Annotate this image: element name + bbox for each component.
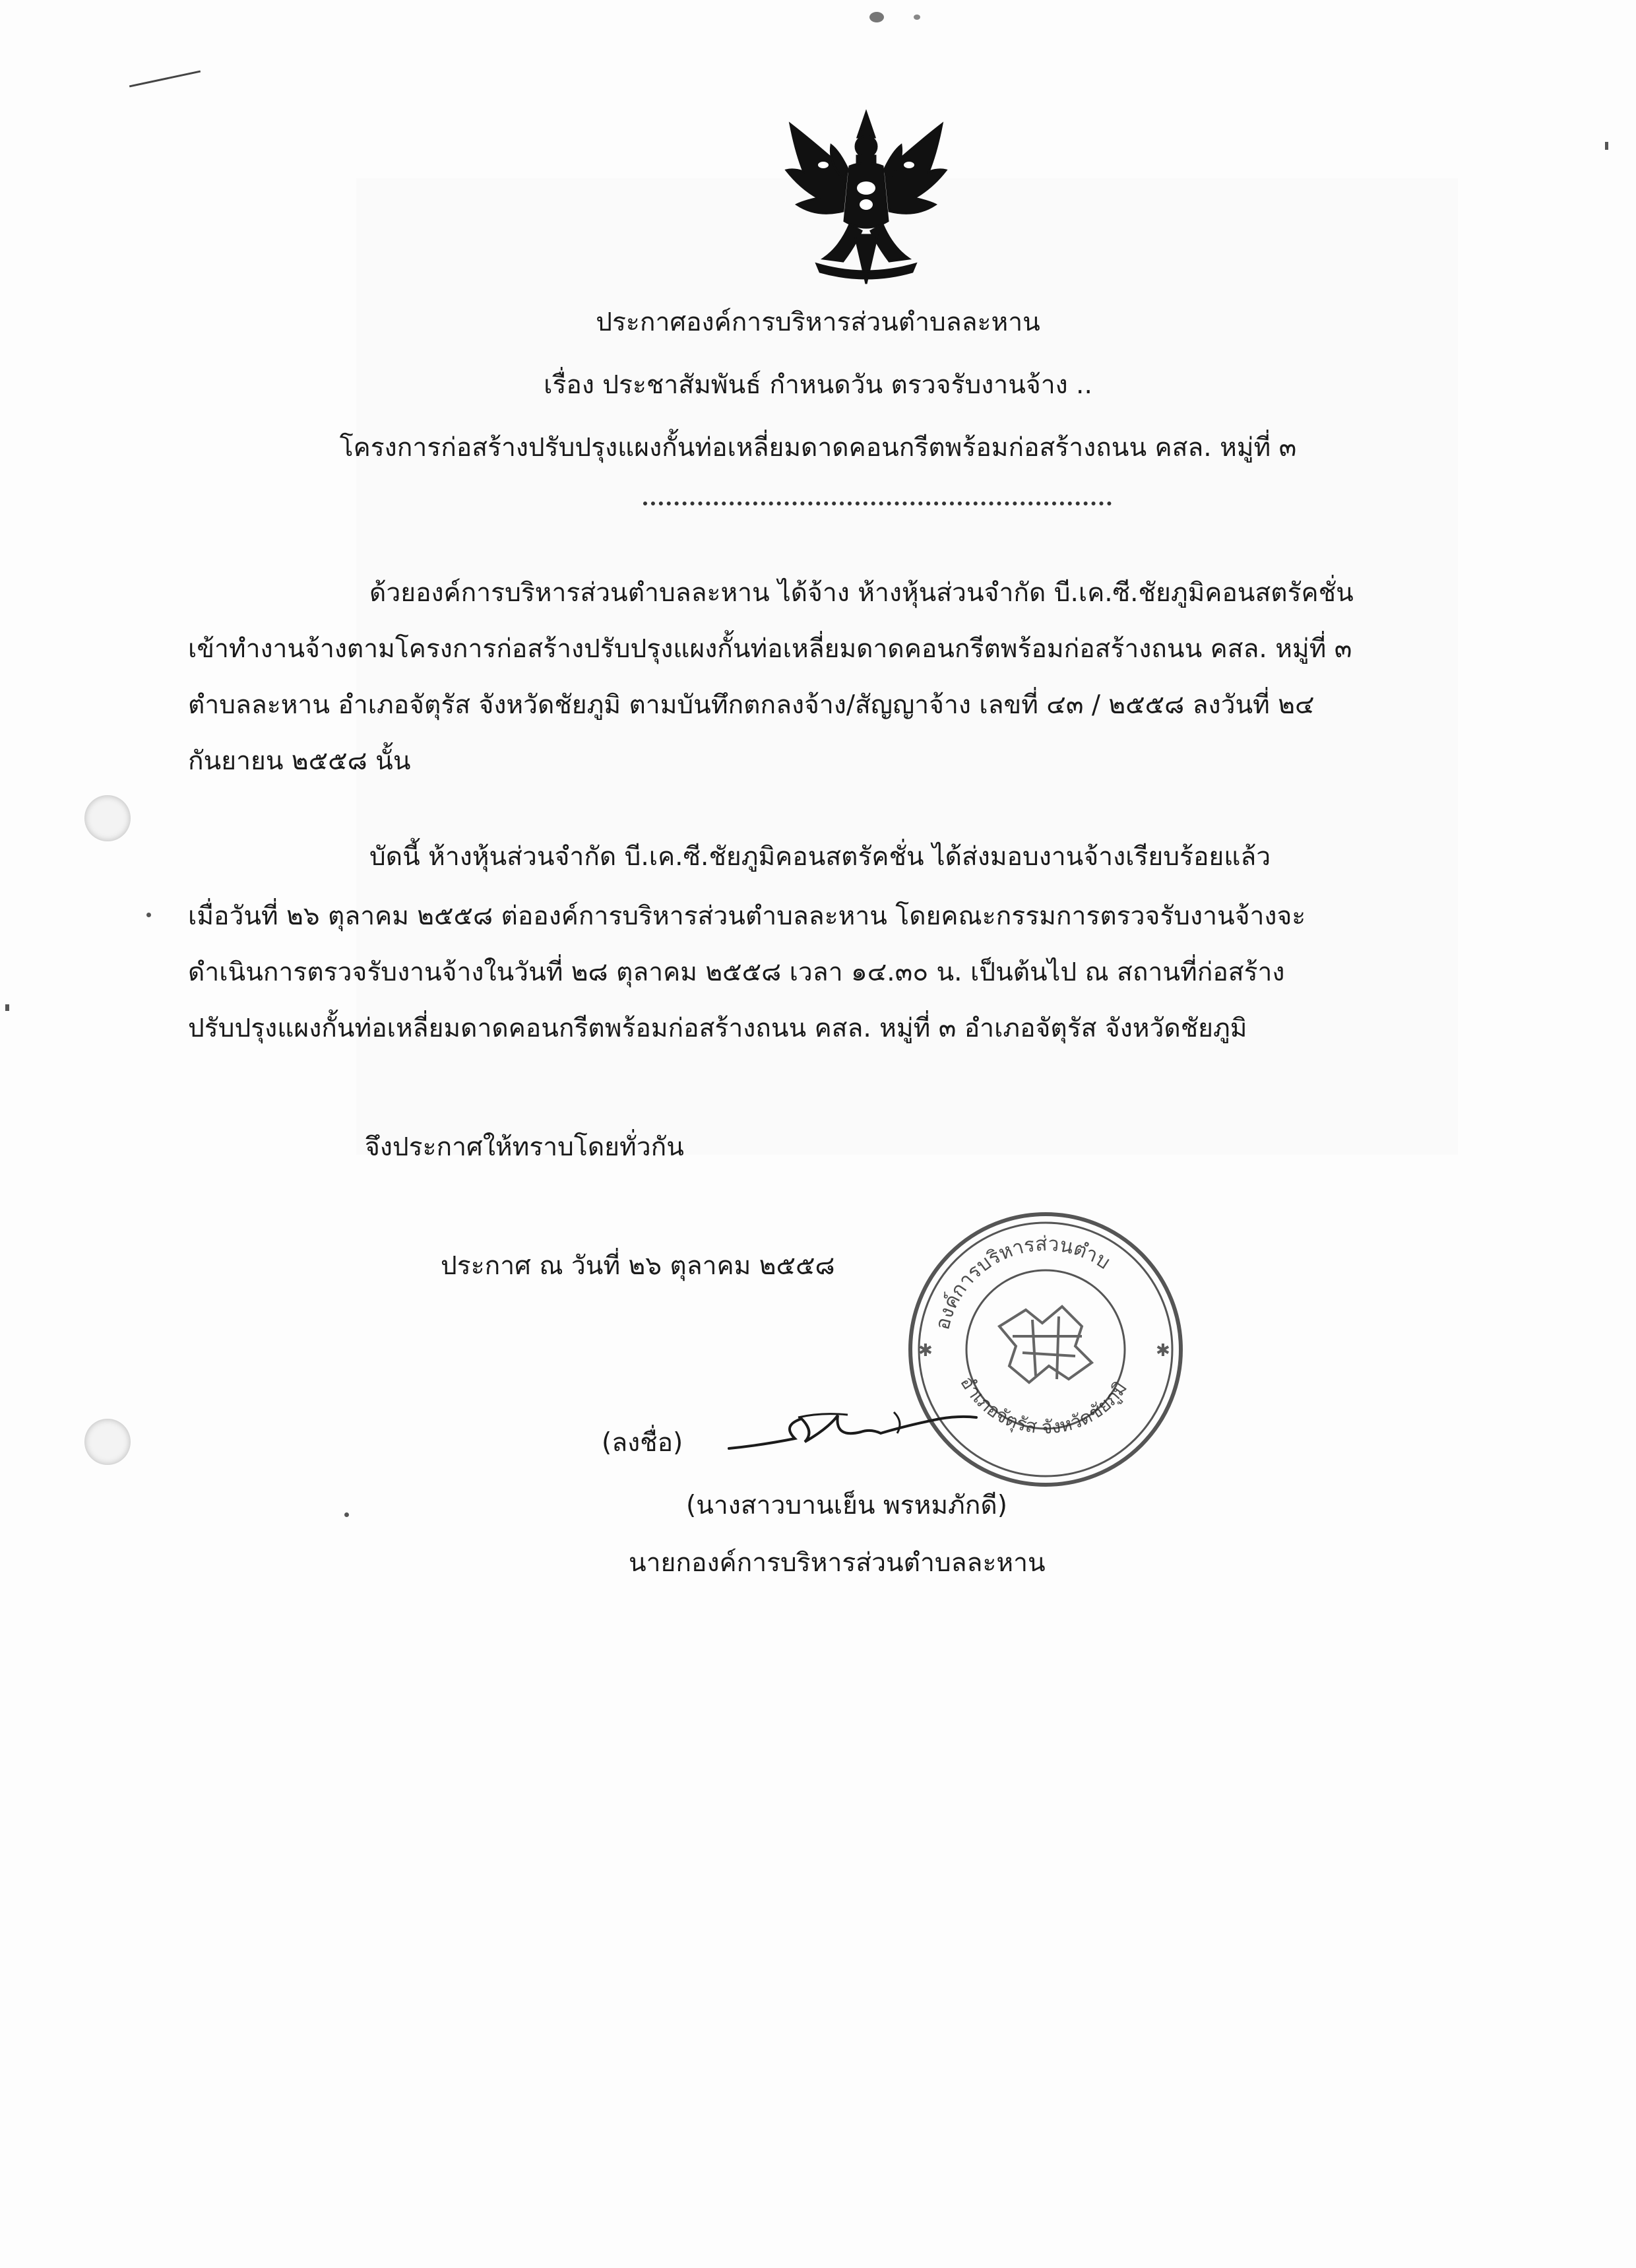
paragraph2-line3: ดำเนินการตรวจรับงานจ้างในวันที่ ๒๘ ตุลาคม ๒๕๕๘ เวลา ๑๔.๓๐ น. เป็นต้นไป ณ สถานที่ก่อสร้าง <box>188 957 1285 987</box>
paragraph2-line4: ปรับปรุงแผงกั้นท่อเหลี่ยมดาดคอนกรีตพร้อมก่อสร้างถนน คสล. หมู่ที่ ๓ อำเภอจัตุรัส จังหวัดชัยภูมิ <box>188 1014 1247 1043</box>
scan-dot <box>869 12 884 22</box>
paragraph2-line2: เมื่อวันที่ ๒๖ ตุลาคม ๒๕๕๘ ต่อองค์การบริหารส่วนตำบลละหาน โดยคณะกรรมการตรวจรับงานจ้างจะ <box>188 901 1306 931</box>
paragraph1-line2: เข้าทำงานจ้างตามโครงการก่อสร้างปรับปรุงแผงกั้นท่อเหลี่ยมดาดคอนกรีตพร้อมก่อสร้างถนน คสล. หมู่ที่ ๓ <box>188 634 1352 664</box>
garuda-emblem-icon <box>777 106 955 294</box>
stamp-star-right: ✱ <box>1156 1341 1170 1361</box>
scan-dot <box>5 1004 9 1011</box>
stamp-top-text: องค์การบริหารส่วนตำบ <box>931 1232 1115 1332</box>
scan-dot <box>914 15 920 20</box>
paragraph1-line3: ตำบลละหาน อำเภอจัตุรัส จังหวัดชัยภูมิ ตามบันทึกตกลงจ้าง/สัญญาจ้าง เลขที่ ๔๓ / ๒๕๕๘ ลงวันที่ ๒๔ <box>188 690 1315 720</box>
announcement-title: ประกาศองค์การบริหารส่วนตำบลละหาน <box>596 308 1040 337</box>
announcement-project: โครงการก่อสร้างปรับปรุงแผงกั้นท่อเหลี่ยมดาดคอนกรีตพร้อมก่อสร้างถนน คสล. หมู่ที่ ๓ <box>339 433 1297 463</box>
sign-label: (ลงชื่อ) <box>602 1428 683 1458</box>
punch-hole <box>84 1419 131 1465</box>
signatory-position: นายกองค์การบริหารส่วนตำบลละหาน <box>629 1548 1046 1578</box>
stamp-bottom-text: อำเภอจัตุรัส จังหวัดชัยภูมิ <box>956 1372 1132 1439</box>
signatory-name: (นางสาวบานเย็น พรหมภักดี) <box>686 1491 1007 1520</box>
announcement-date: ประกาศ ณ วันที่ ๒๖ ตุลาคม ๒๕๕๘ <box>441 1251 835 1281</box>
announcement-subject: เรื่อง ประชาสัมพันธ์ กำหนดวัน ตรวจรับงานจ้าง .. <box>544 370 1092 400</box>
stamp-star-left: ✱ <box>918 1341 933 1361</box>
scan-dot <box>146 913 151 917</box>
scan-dot <box>1605 142 1608 150</box>
scan-dot <box>344 1512 349 1517</box>
paragraph2-line1: บัดนี้ ห้างหุ้นส่วนจำกัด บี.เค.ซี.ชัยภูมิคอนสตรัคชั่น ได้ส่งมอบงานจ้างเรียบร้อยแล้ว <box>369 842 1271 872</box>
closing-text: จึงประกาศให้ทราบโดยทั่วกัน <box>365 1132 684 1162</box>
handwritten-signature <box>722 1392 986 1465</box>
punch-hole <box>84 795 131 841</box>
dotted-separator <box>643 502 1112 505</box>
paragraph1-line4: กันยายน ๒๕๕๘ นั้น <box>188 746 411 776</box>
scan-line-mark <box>129 71 201 88</box>
paragraph1-line1: ด้วยองค์การบริหารส่วนตำบลละหาน ได้จ้าง ห้างหุ้นส่วนจำกัด บี.เค.ซี.ชัยภูมิคอนสตรัคชั่น <box>369 578 1354 608</box>
